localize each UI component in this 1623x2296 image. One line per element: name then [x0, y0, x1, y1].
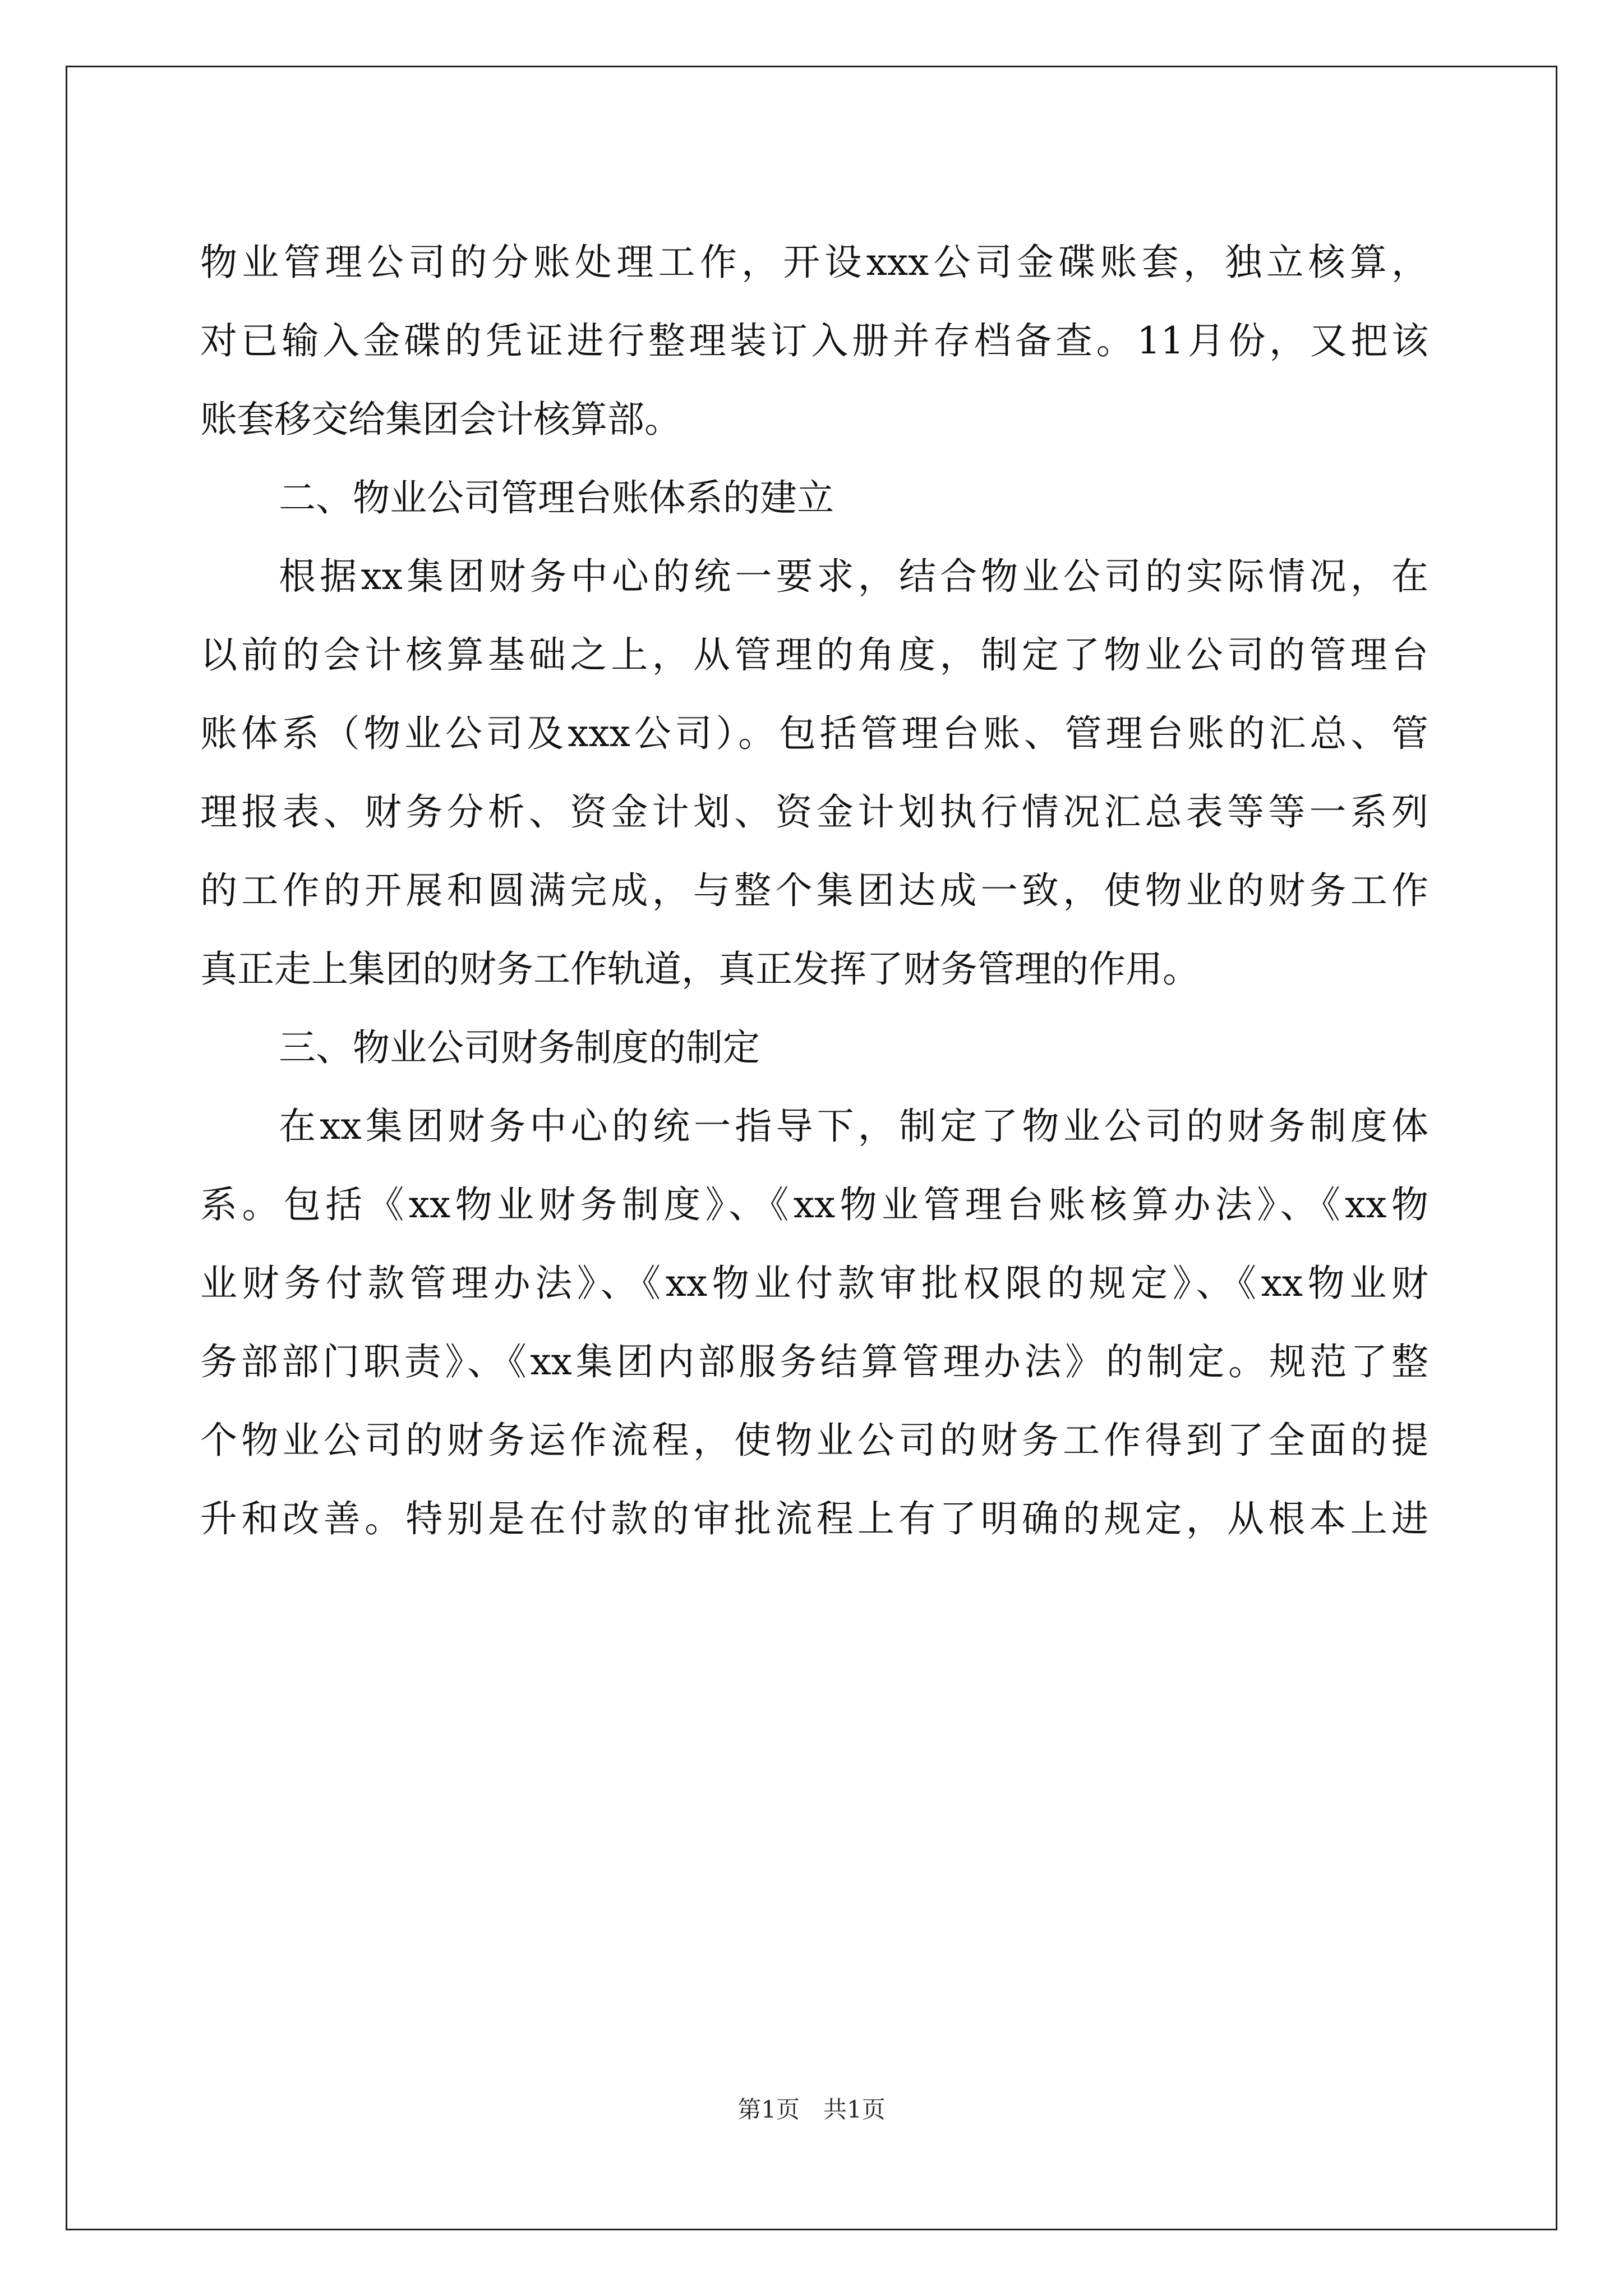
- paragraph-first-line: 在xx集团财务中心的统一指导下，制定了物业公司的财务制度体: [279, 1105, 1428, 1148]
- document-body: [200, 223, 1428, 1558]
- text-line: 对已输入金碟的凭证进行整理装订入册并存档备查。11月份，又把该: [200, 319, 1428, 362]
- page-footer: 第1页 共1页: [737, 2096, 886, 2123]
- text-line: 理报表、财务分析、资金计划、资金计划执行情况汇总表等等一系列: [200, 790, 1428, 834]
- text-line: 以前的会计核算基础之上，从管理的角度，制定了物业公司的管理台: [200, 633, 1428, 677]
- paragraph-first-line: 根据xx集团财务中心的统一要求，结合物业公司的实际情况，在: [279, 555, 1428, 598]
- text-line: 务部部门职责》、《xx集团内部服务结算管理办法》的制定。规范了整: [200, 1340, 1428, 1383]
- text-line: 系。包括《xx物业财务制度》、《xx物业管理台账核算办法》、《xx物: [200, 1183, 1428, 1226]
- text-line: 物业管理公司的分账处理工作，开设xxx公司金碟账套，独立核算，: [200, 241, 1428, 284]
- text-line: 账套移交给集团会计核算部。: [200, 398, 681, 441]
- text-line: 账体系（物业公司及xxx公司）。包括管理台账、管理台账的汇总、管: [200, 712, 1428, 755]
- text-line: 升和改善。特别是在付款的审批流程上有了明确的规定，从根本上进: [200, 1497, 1428, 1540]
- text-line: 业财务付款管理办法》、《xx物业付款审批权限的规定》、《xx物业财: [200, 1262, 1428, 1305]
- section-heading: 二、物业公司管理台账体系的建立: [279, 476, 834, 519]
- text-line: 真正走上集团的财务工作轨道，真正发挥了财务管理的作用。: [200, 947, 1200, 991]
- text-line: 的工作的开展和圆满完成，与整个集团达成一致，使物业的财务工作: [200, 869, 1428, 912]
- text-line: 个物业公司的财务运作流程，使物业公司的财务工作得到了全面的提: [200, 1419, 1428, 1462]
- section-heading: 三、物业公司财务制度的制定: [279, 1026, 760, 1069]
